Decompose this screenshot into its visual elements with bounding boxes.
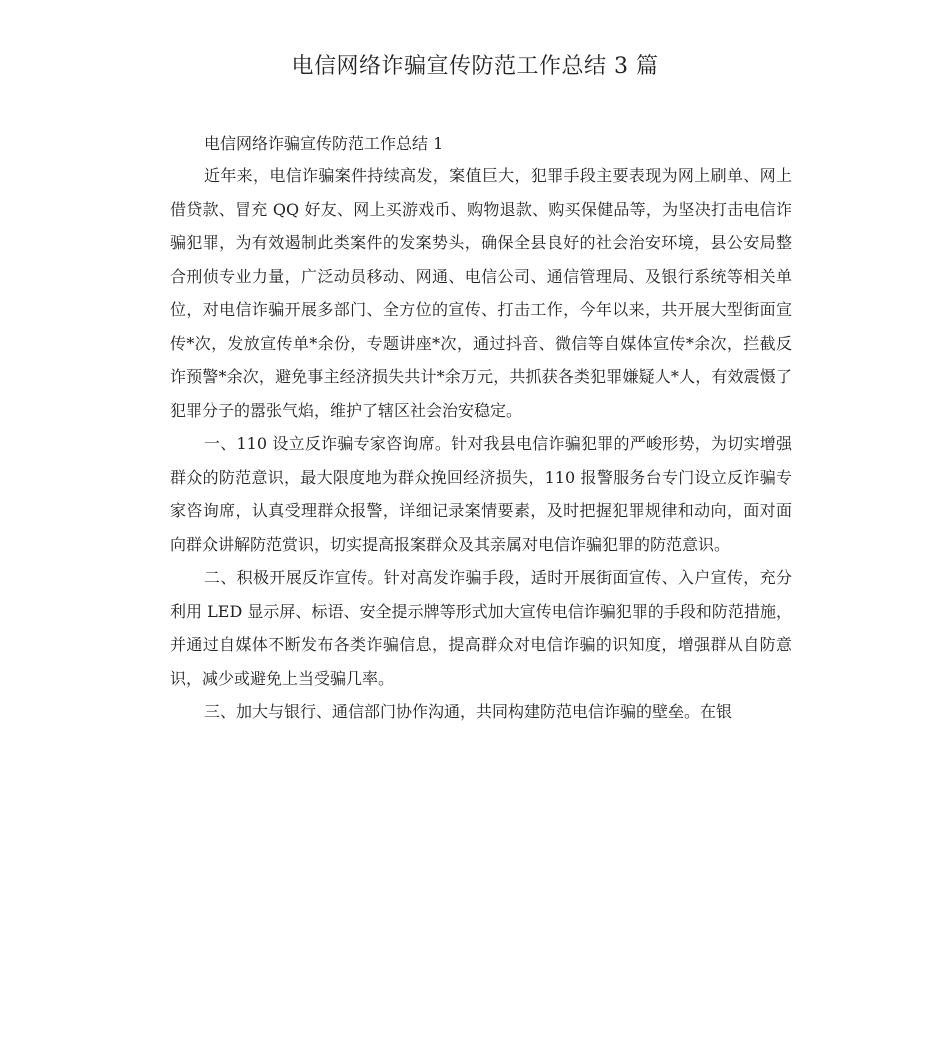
- paragraph-point-1: 一、110 设立反诈骗专家咨询席。针对我县电信诈骗犯罪的严峻形势，为切实增强群众的防范意识，最大限度地为群众挽回经济损失，110 报警服务台专门设立反诈骗专家咨询席，认真受理群众报警，详细记录案情要素，及时把握犯罪规律和动向，面对面向群众讲解防范赏识，切实提高报案群众及其亲属对电信诈骗犯罪的防范意识。: [170, 434, 792, 554]
- document-title: 电信网络诈骗宣传防范工作总结 3 篇: [291, 54, 659, 79]
- paragraph-point-3: 三、加大与银行、通信部门协作沟通，共同构建防范电信诈骗的壁垒。在银: [204, 702, 733, 721]
- paragraph-intro: 近年来，电信诈骗案件持续高发，案值巨大，犯罪手段主要表现为网上刷单、网上借贷款、冒充 QQ 好友、网上买游戏币、购物退款、购买保健品等，为坚决打击电信诈骗犯罪，为有效遏制此类案件的发案势头，确保全县良好的社会治安环境，县公安局整合刑侦专业力量，广泛动员移动、网通、电信公司、通信管理局、及银行系统等相关单位，对电信诈骗开展多部门、全方位的宣传、打击工作，今年以来，共开展大型街面宣传*次，发放宣传单*余份，专题讲座*次，通过抖音、微信等自媒体宣传*余次，拦截反诈预警*余次，避免事主经济损失共计*余万元，共抓获各类犯罪嫌疑人*人，有效震慑了犯罪分子的嚣张气焰，维护了辖区社会治安稳定。: [170, 166, 792, 420]
- paragraph-point-2: 二、积极开展反诈宣传。针对高发诈骗手段，适时开展街面宣传、入户宣传，充分利用 LED 显示屏、标语、安全提示牌等形式加大宣传电信诈骗犯罪的手段和防范措施，并通过自媒体不断发布各类诈骗信息，提高群众对电信诈骗的识知度，增强群从自防意识，减少或避免上当受骗几率。: [170, 568, 792, 688]
- document-body: [170, 128, 792, 729]
- section-heading: 电信网络诈骗宣传防范工作总结 1: [204, 134, 444, 153]
